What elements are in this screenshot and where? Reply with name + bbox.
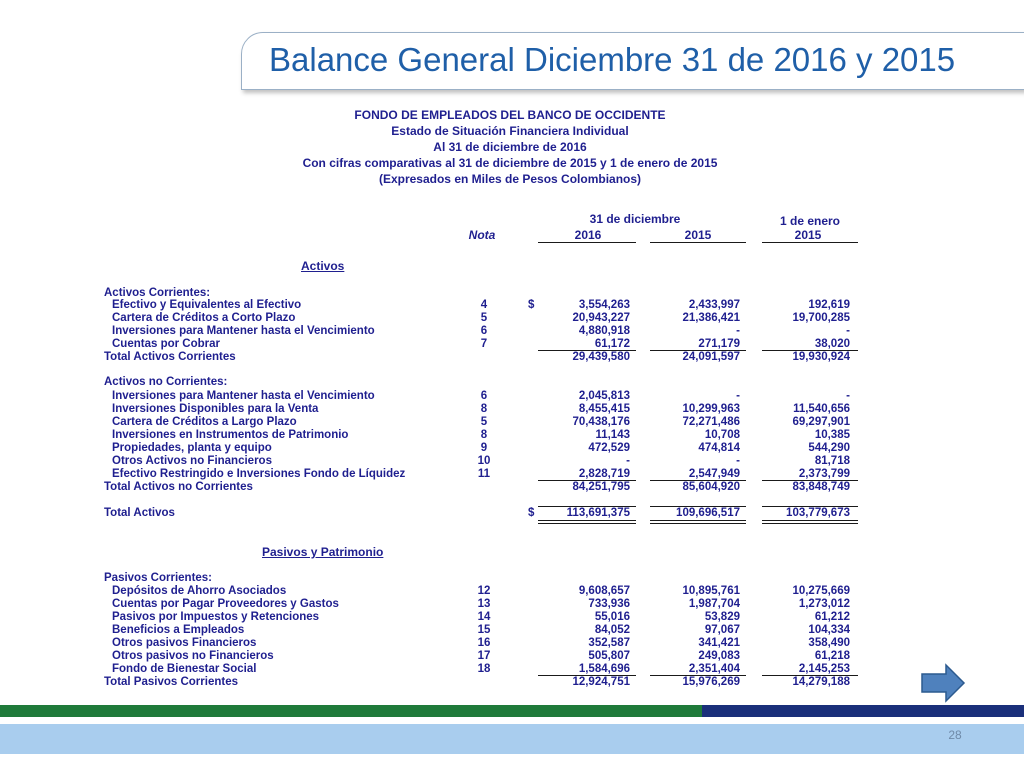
doc-header-line: Con cifras comparativas al 31 de diciembre de 2015 y 1 de enero de 2015 [302,156,718,170]
total-underline [762,675,858,676]
header-underline [650,242,746,243]
table-row [104,598,864,611]
row-nota: 16 [477,637,491,649]
row-label: Otros pasivos Financieros [112,637,257,649]
row-label: Pasivos por Impuestos y Retenciones [112,611,320,623]
row-value-2015: 2,351,404 [688,663,740,675]
row-value-2015-jan: - [846,325,850,337]
row-value-2015-jan: 2,145,253 [798,663,850,675]
row-value-2015: 474,814 [698,442,740,454]
total-underline [650,506,746,507]
row-value-2016: 352,587 [588,637,630,649]
row-value-2016: 55,016 [594,611,630,623]
table-row [104,650,864,663]
section-title-pasivos: Pasivos y Patrimonio [262,545,384,559]
row-value-2016: 84,251,795 [572,481,630,493]
row-nota: 9 [480,442,488,454]
row-value-2015-jan: 11,540,656 [793,403,850,415]
row-value-2015-jan: 83,848,749 [792,481,850,493]
col-header-nota: Nota [468,228,496,242]
row-nota: 6 [480,325,488,337]
row-label: Inversiones para Mantener hasta el Vencimiento [112,325,375,337]
row-label: Activos Corrientes: [104,287,211,299]
table-row [104,507,864,520]
row-label: Depósitos de Ahorro Asociados [112,585,287,597]
total-underline [538,350,636,351]
row-value-2015-jan: 69,297,901 [792,416,850,428]
page-number: 28 [948,728,962,742]
total-underline [538,506,636,507]
row-value-2016: 12,924,751 [572,676,630,688]
table-row [104,455,864,468]
row-value-2015: 1,987,704 [688,598,740,610]
row-nota: 4 [480,299,488,311]
row-nota: 13 [477,598,491,610]
row-nota: 17 [477,650,491,662]
row-value-2015: - [736,325,740,337]
row-value-2015: 2,433,997 [688,299,740,311]
row-label: Cuentas por Cobrar [112,338,220,350]
table-row [104,468,864,481]
row-label: Cartera de Créditos a Largo Plazo [112,416,297,428]
table-row [104,299,864,312]
col-header-2015: 2015 [684,228,712,242]
row-value-2015: 2,547,949 [688,468,740,480]
row-value-2016: 733,936 [588,598,630,610]
table-row [104,416,864,429]
row-label: Pasivos Corrientes: [104,572,213,584]
total-underline [762,523,858,524]
row-currency: $ [528,299,535,311]
total-underline [538,480,636,481]
header-underline [538,242,636,243]
row-label: Cartera de Créditos a Corto Plazo [112,312,296,324]
row-nota: 11 [477,468,491,480]
table-row [104,585,864,598]
row-label: Total Activos Corrientes [104,351,236,363]
row-value-2015: 21,386,421 [682,312,740,324]
row-nota: 15 [477,624,491,636]
row-value-2016: 70,438,176 [572,416,630,428]
table-row [104,312,864,325]
row-value-2016: 505,807 [588,650,630,662]
table-row [104,481,864,494]
row-nota: 7 [480,338,488,350]
row-value-2015-jan: 10,275,669 [792,585,850,597]
row-value-2015-jan: 61,212 [814,611,850,623]
table-row [104,663,864,676]
row-label: Total Pasivos Corrientes [104,676,238,688]
row-label: Fondo de Bienestar Social [112,663,257,675]
table-row [104,611,864,624]
row-value-2015: 15,976,269 [682,676,740,688]
row-value-2015: 10,895,761 [682,585,740,597]
row-value-2016: 472,529 [588,442,630,454]
row-nota: 8 [480,429,488,441]
row-nota: 12 [477,585,491,597]
row-value-2016: 2,828,719 [578,468,630,480]
col-header-dec: 31 de diciembre [589,212,681,226]
row-label: Efectivo Restringido e Inversiones Fondo de Líquidez [112,468,406,480]
row-currency: $ [528,507,535,519]
row-label: Inversiones para Mantener hasta el Vencimiento [112,390,375,402]
row-value-2015-jan: 544,290 [808,442,850,454]
row-nota: 5 [480,416,488,428]
next-slide-button[interactable] [920,663,966,703]
row-label: Beneficios a Empleados [112,624,245,636]
row-value-2016: 11,143 [595,429,630,441]
arrow-right-icon [922,665,964,701]
doc-header-line: FONDO DE EMPLEADOS DEL BANCO DE OCCIDENTE [354,108,666,122]
row-value-2015-jan: 81,718 [814,455,850,467]
total-underline [650,523,746,524]
row-value-2015: 24,091,597 [682,351,740,363]
total-underline [650,520,746,521]
row-nota: 10 [477,455,491,467]
total-underline [538,675,636,676]
table-row [104,338,864,351]
row-nota: 5 [480,312,488,324]
slide-title: Balance General Diciembre 31 de 2016 y 2015 [269,41,956,78]
doc-header-line: (Expresados en Miles de Pesos Colombianos) [378,172,642,186]
doc-header-line: Al 31 de diciembre de 2016 [433,140,587,154]
row-value-2015: 249,083 [698,650,740,662]
total-underline [650,350,746,351]
footer-band-light [0,724,1024,754]
row-label: Inversiones en Instrumentos de Patrimonio [112,429,349,441]
col-header-2016: 2016 [574,228,602,242]
row-label: Efectivo y Equivalentes al Efectivo [112,299,302,311]
table-row [104,403,864,416]
row-value-2015: 10,708 [704,429,740,441]
row-label: Otros pasivos no Financieros [112,650,274,662]
table-row [104,572,864,585]
row-value-2015: 341,421 [698,637,740,649]
table-row [104,624,864,637]
total-underline [762,480,858,481]
table-row [104,637,864,650]
total-underline [762,520,858,521]
row-value-2016: 20,943,227 [572,312,630,324]
row-value-2016: 1,584,696 [578,663,630,675]
table-row [104,376,864,389]
table-row [104,351,864,364]
total-underline [650,675,746,676]
table-row [104,442,864,455]
row-value-2015-jan: 1,273,012 [798,598,850,610]
table-row [104,390,864,403]
row-value-2016: 4,880,918 [578,325,630,337]
row-value-2016: 84,052 [594,624,630,636]
header-underline [762,242,858,243]
total-underline [538,520,636,521]
row-label: Inversiones Disponibles para la Venta [112,403,319,415]
total-underline [762,506,858,507]
row-value-2016: 29,439,580 [572,351,630,363]
row-value-2016: 9,608,657 [578,585,630,597]
table-row [104,429,864,442]
row-value-2015: - [736,455,740,467]
row-value-2016: 61,172 [594,338,630,350]
row-value-2016: - [626,455,630,467]
row-label: Otros Activos no Financieros [112,455,272,467]
row-value-2015-jan: 19,930,924 [792,351,850,363]
row-label: Cuentas por Pagar Proveedores y Gastos [112,598,339,610]
row-value-2015: - [736,390,740,402]
row-nota: 8 [480,403,488,415]
row-label: Total Activos no Corrientes [104,481,253,493]
row-label: Total Activos [104,507,175,519]
row-value-2015: 72,271,486 [682,416,740,428]
row-nota: 18 [477,663,491,675]
row-value-2016: 113,691,375 [566,507,630,519]
row-value-2015-jan: 2,373,799 [798,468,850,480]
row-value-2016: 3,554,263 [578,299,630,311]
row-value-2015: 97,067 [704,624,740,636]
row-value-2015-jan: 104,334 [808,624,850,636]
row-label: Activos no Corrientes: [104,376,228,388]
row-value-2015: 109,696,517 [676,507,740,519]
row-value-2015: 85,604,920 [682,481,740,493]
total-underline [538,523,636,524]
row-nota: 6 [480,390,488,402]
row-label: Propiedades, planta y equipo [112,442,272,454]
row-value-2015: 10,299,963 [682,403,740,415]
row-value-2015-jan: 358,490 [808,637,850,649]
total-underline [762,350,858,351]
row-value-2015: 271,179 [698,338,740,350]
table-row [104,676,864,689]
row-value-2015-jan: 38,020 [814,338,850,350]
table-row [104,325,864,338]
row-value-2015-jan: 61,218 [814,650,850,662]
row-value-2015-jan: 19,700,285 [792,312,850,324]
row-value-2016: 2,045,813 [578,390,630,402]
col-header-jan: 1 de enero [779,214,841,228]
section-title-activos: Activos [301,259,345,273]
row-value-2015: 53,829 [704,611,740,623]
row-value-2015-jan: 103,779,673 [786,507,850,519]
footer-band-navy [702,705,1024,717]
row-value-2015-jan: 192,619 [808,299,850,311]
row-value-2015-jan: - [846,390,850,402]
row-value-2015-jan: 14,279,188 [792,676,850,688]
slide-title-box [241,32,1024,90]
footer-band-green [0,705,702,717]
row-value-2015-jan: 10,385 [814,429,850,441]
total-underline [650,480,746,481]
row-nota: 14 [477,611,491,623]
doc-header-line: Estado de Situación Financiera Individual [391,124,629,138]
col-header-2015-jan: 2015 [794,228,822,242]
row-value-2016: 8,455,415 [578,403,630,415]
